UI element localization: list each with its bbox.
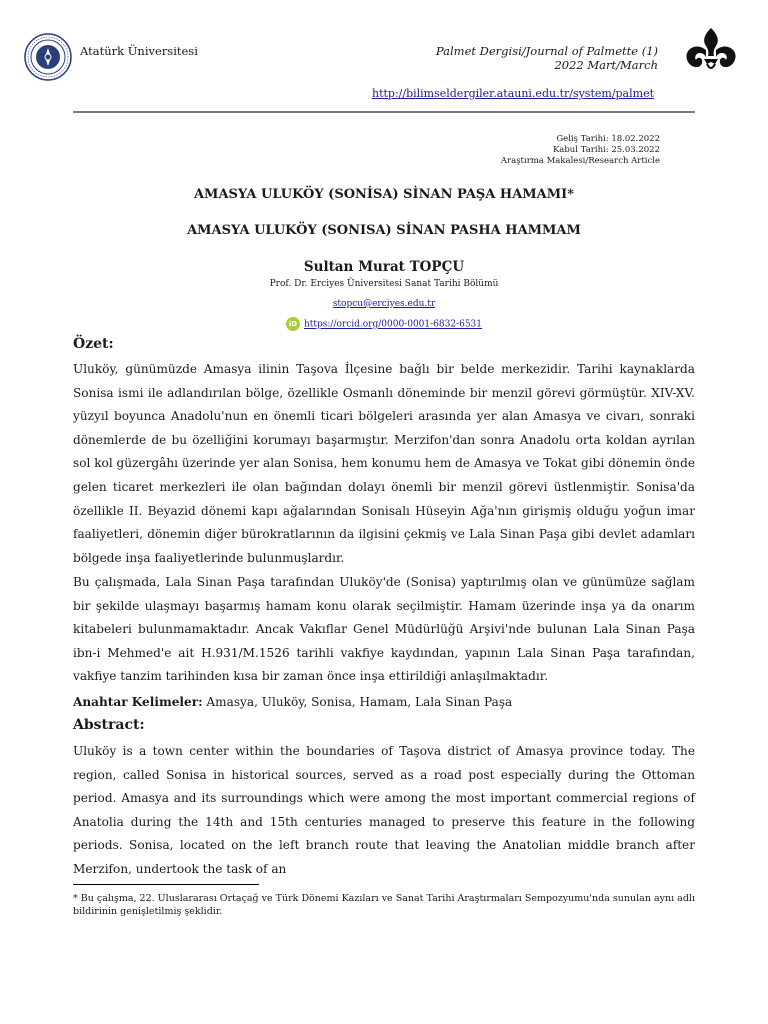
abstract-paragraph-1: Uluköy is a town center within the boundaries of Taşova district of Amasya province today. The region, called Sonisa in historical sources, served as a road post especially during the Ottoman period. Amasya and its surroundings which were among the most important commercial regions of Anatolia during the 14th and 15th centuries managed to preserve this feature in the following periods. Sonisa, located on the left branch route that leaving the Anatolian middle branch after Merzifon, undertook the task of an [73, 744, 695, 876]
ozet-paragraph-1: Uluköy, günümüzde Amasya ilinin Taşova İlçesine bağlı bir belde merkezidir. Tarihi kaynaklarda Sonisa ismi ile adlandırılan bölge, özellikle Osmanlı döneminde bir menzil görevi görmüştür. XIV-XV. yüzyıl boyunca Anadolu'nun en önemli ticari bölgeleri arasında yer alan Amasya ve civarı, sonraki dönemlerde de bu özelliğini korumayı başarmıştır. Merzifon'dan sonra Anadolu orta koldan ayrılan sol kol güzergâhı üzerinde yer alan Sonisa, hem konumu hem de Amasya ve Tokat gibi dönemin önde gelen ticaret merkezleri ile olan bağından dolayı önemli bir menzil görevi üstlenmiştir. Sonisa'da özellikle II. Beyazid dönemi kapı ağalarından Sonisalı Hüseyin Ağa'nın girişmiş olduğu yoğun imar faaliyetleri, dönemin diğer bürokratlarının da ilgisini çekmiş ve Lala Sinan Paşa gibi devlet adamları bölgede inşa faaliyetlerinde bulunmuşlardır. [73, 362, 695, 565]
keywords-values: Amasya, Uluköy, Sonisa, Hamam, Lala Sinan Paşa [206, 695, 513, 709]
footnote-divider [73, 884, 259, 885]
title-english: AMASYA ULUKÖY (SONISA) SİNAN PASHA HAMMAM [187, 223, 581, 238]
palmette-logo [684, 26, 738, 74]
ozet-paragraph-2: Bu çalışmada, Lala Sinan Paşa tarafından Uluköy'de (Sonisa) yaptırılmış olan ve günümüze sağlam bir şekilde ulaşmayı başarmış hamam konu olarak seçilmiştir. Hamam üzerinde inşa ya da onarım kitabeleri bulunmamaktadır. Ancak Vakıflar Genel Müdürlüğü Arşivi'nde bulunan Lala Sinan Paşa ibn-i Mehmed'e ait H.931/M.1526 tarihli vakfiye kaydından, yapının Lala Sinan Paşa tarafından, vakfiye tanzim tarihinden kısa bir zaman önce inşa ettirildiği anlaşılmaktadır. [73, 575, 695, 684]
keywords-line [73, 691, 695, 714]
orcid-icon: iD [286, 317, 300, 331]
header-divider [73, 111, 695, 113]
university-seal-logo [24, 33, 72, 81]
journal-info [436, 44, 658, 72]
journal-name: Palmet Dergisi/Journal of Palmette (1) [435, 44, 658, 58]
author-name: Sultan Murat TOPÇU [303, 259, 465, 275]
accepted-date: Kabul Tarihi: 25.03.2022 [552, 145, 660, 155]
orcid-line [0, 317, 768, 331]
title-turkish: AMASYA ULUKÖY (SONİSA) SİNAN PAŞA HAMAMI* [193, 187, 575, 202]
author-email-link[interactable]: stopcu@erciyes.edu.tr [332, 299, 436, 309]
ozet-heading: Özet: [73, 336, 114, 352]
university-name: Atatürk Üniversitesi [80, 44, 198, 58]
orcid-link[interactable]: https://orcid.org/0000-0001-6832-6531 [303, 319, 483, 330]
footnote: * Bu çalışma, 22. Uluslararası Ortaçağ ve Türk Dönemi Kazıları ve Sanat Tarihi Araştırmaları Sempozyumu'nda sunulan aynı adlı bildirinin genişletilmiş şeklidir. [73, 893, 695, 917]
journal-issue-date: 2022 Mart/March [554, 58, 658, 72]
journal-url-link[interactable]: http://bilimseldergiler.atauni.edu.tr/system/palmet [371, 87, 654, 100]
received-date: Geliş Tarihi: 18.02.2022 [556, 134, 660, 144]
article-dates [501, 134, 660, 167]
author-affiliation: Prof. Dr. Erciyes Üniversitesi Sanat Tarihi Bölümü [269, 279, 499, 289]
keywords-label: Anahtar Kelimeler: [73, 695, 203, 709]
article-type: Araştırma Makalesi/Research Article [500, 156, 660, 166]
abstract-heading: Abstract: [73, 717, 145, 733]
